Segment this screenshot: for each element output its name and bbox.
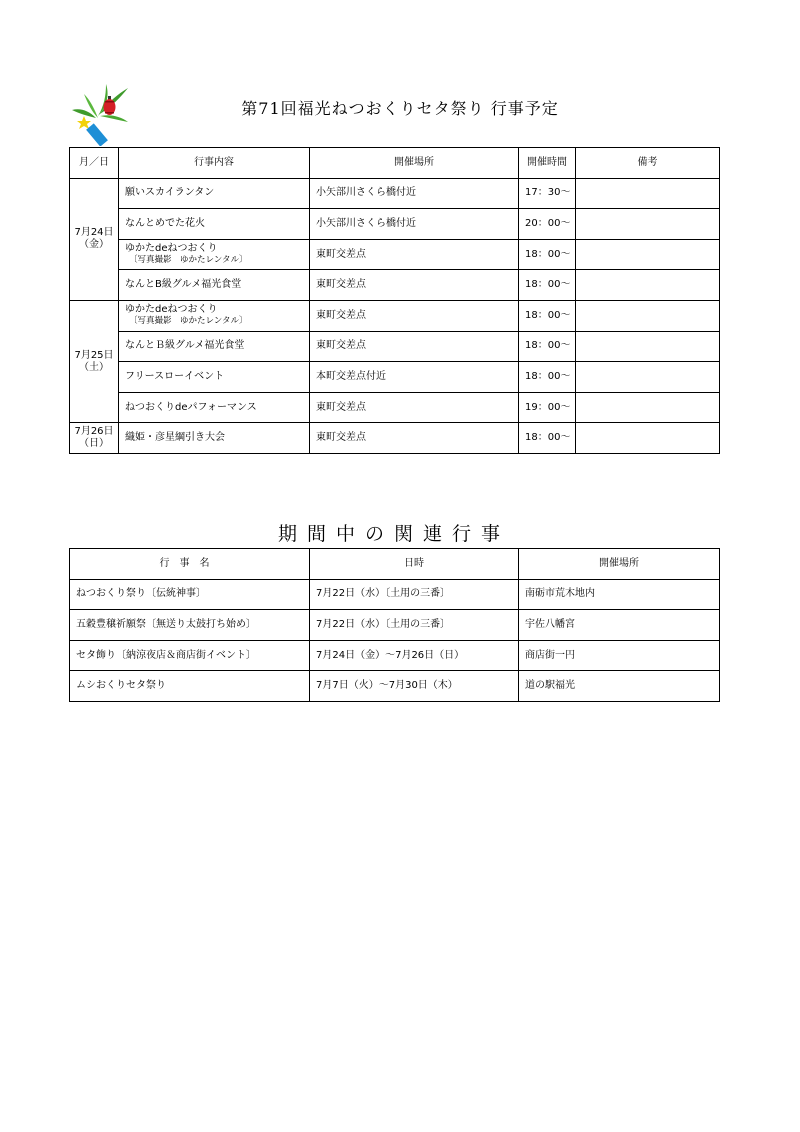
- date-label: 7月26日: [74, 426, 114, 438]
- date-cell: [70, 178, 119, 300]
- related-datetime: 7月22日（水）〔土用の三番〕: [310, 610, 519, 641]
- header-notes: 備考: [576, 148, 720, 179]
- event-name-cell: [119, 239, 310, 270]
- related-venue: 宇佐八幡宮: [519, 610, 720, 641]
- event-notes: [576, 239, 720, 270]
- related-events-table: [69, 548, 720, 702]
- table-row: [70, 610, 720, 641]
- header-datetime: 日時: [310, 549, 519, 580]
- table-row: [70, 331, 720, 362]
- related-datetime: 7月24日（金）～7月26日（日）: [310, 640, 519, 671]
- event-venue: 東町交差点: [310, 392, 519, 423]
- event-name: ゆかたdeねつおくり: [125, 243, 218, 255]
- related-datetime: 7月22日（水）〔土用の三番〕: [310, 579, 519, 610]
- table-row: [70, 300, 720, 331]
- table-row: [70, 671, 720, 702]
- event-name: 織姫・彦星綱引き大会: [119, 423, 310, 454]
- event-time: 20：00～: [519, 209, 576, 240]
- event-notes: [576, 392, 720, 423]
- weekday-label: （土）: [79, 361, 109, 373]
- event-name: 願いスカイランタン: [119, 178, 310, 209]
- weekday-label: （金）: [79, 239, 109, 251]
- page-title: 第71回福光ねつおくりセタ祭り 行事予定: [241, 99, 559, 118]
- event-venue: 東町交差点: [310, 423, 519, 454]
- event-notes: [576, 300, 720, 331]
- event-notes: [576, 178, 720, 209]
- related-venue: 道の駅福光: [519, 671, 720, 702]
- header-venue: 開催場所: [310, 148, 519, 179]
- event-name: フリースローイベント: [119, 362, 310, 393]
- event-name: ねつおくりdeパフォーマンス: [119, 392, 310, 423]
- event-venue: 小矢部川さくら橋付近: [310, 178, 519, 209]
- table-row: [70, 640, 720, 671]
- event-subnote: 〔写真撮影 ゆかたレンタル〕: [129, 316, 248, 327]
- date-cell: [70, 423, 119, 454]
- event-name: なんとB級グルメ福光食堂: [119, 270, 310, 301]
- weekday-label: （日）: [79, 438, 109, 450]
- event-notes: [576, 362, 720, 393]
- table-row: [70, 178, 720, 209]
- event-name: ゆかたdeねつおくり: [125, 304, 218, 316]
- event-time: 18：00～: [519, 362, 576, 393]
- table-row: [70, 423, 720, 454]
- date-label: 7月24日: [74, 227, 114, 239]
- event-time: 18：00～: [519, 331, 576, 362]
- event-notes: [576, 331, 720, 362]
- event-time: 19：00～: [519, 392, 576, 423]
- table-row: [70, 239, 720, 270]
- event-name: なんとめでた花火: [119, 209, 310, 240]
- event-time: 18：00～: [519, 239, 576, 270]
- schedule-header-row: [70, 148, 720, 179]
- related-events-title: 期間中の関連行事: [277, 523, 510, 545]
- event-time: 18：00～: [519, 423, 576, 454]
- related-venue: 商店街一円: [519, 640, 720, 671]
- header-event: 行事名: [70, 549, 310, 580]
- related-event: セタ飾り〔納涼夜店＆商店街イベント〕: [70, 640, 310, 671]
- event-name-cell: [119, 300, 310, 331]
- related-event: ムシおくりセタ祭り: [70, 671, 310, 702]
- schedule-table: [69, 147, 720, 454]
- event-venue: 東町交差点: [310, 239, 519, 270]
- date-label: 7月25日: [74, 349, 114, 361]
- header-date: 月／日: [70, 148, 119, 179]
- header-venue: 開催場所: [519, 549, 720, 580]
- event-name: なんとＢ級グルメ福光食堂: [119, 331, 310, 362]
- related-datetime: 7月7日（火）～7月30日（木）: [310, 671, 519, 702]
- table-row: [70, 362, 720, 393]
- event-notes: [576, 423, 720, 454]
- event-notes: [576, 270, 720, 301]
- header-time: 開催時間: [519, 148, 576, 179]
- event-venue: 東町交差点: [310, 331, 519, 362]
- table-row: [70, 579, 720, 610]
- related-event: 五穀豊穣祈願祭〔無送り太鼓打ち始め〕: [70, 610, 310, 641]
- event-venue: 東町交差点: [310, 270, 519, 301]
- event-venue: 本町交差点付近: [310, 362, 519, 393]
- table-row: [70, 209, 720, 240]
- table-row: [70, 392, 720, 423]
- event-time: 18：00～: [519, 300, 576, 331]
- event-notes: [576, 209, 720, 240]
- event-venue: 東町交差点: [310, 300, 519, 331]
- related-event: ねつおくり祭り〔伝統神事〕: [70, 579, 310, 610]
- event-time: 17：30～: [519, 178, 576, 209]
- event-subnote: 〔写真撮影 ゆかたレンタル〕: [129, 255, 248, 266]
- related-header-row: [70, 549, 720, 580]
- event-time: 18：00～: [519, 270, 576, 301]
- related-venue: 南砺市荒木地内: [519, 579, 720, 610]
- event-venue: 小矢部川さくら橋付近: [310, 209, 519, 240]
- table-row: [70, 270, 720, 301]
- header-content: 行事内容: [119, 148, 310, 179]
- date-cell: [70, 300, 119, 422]
